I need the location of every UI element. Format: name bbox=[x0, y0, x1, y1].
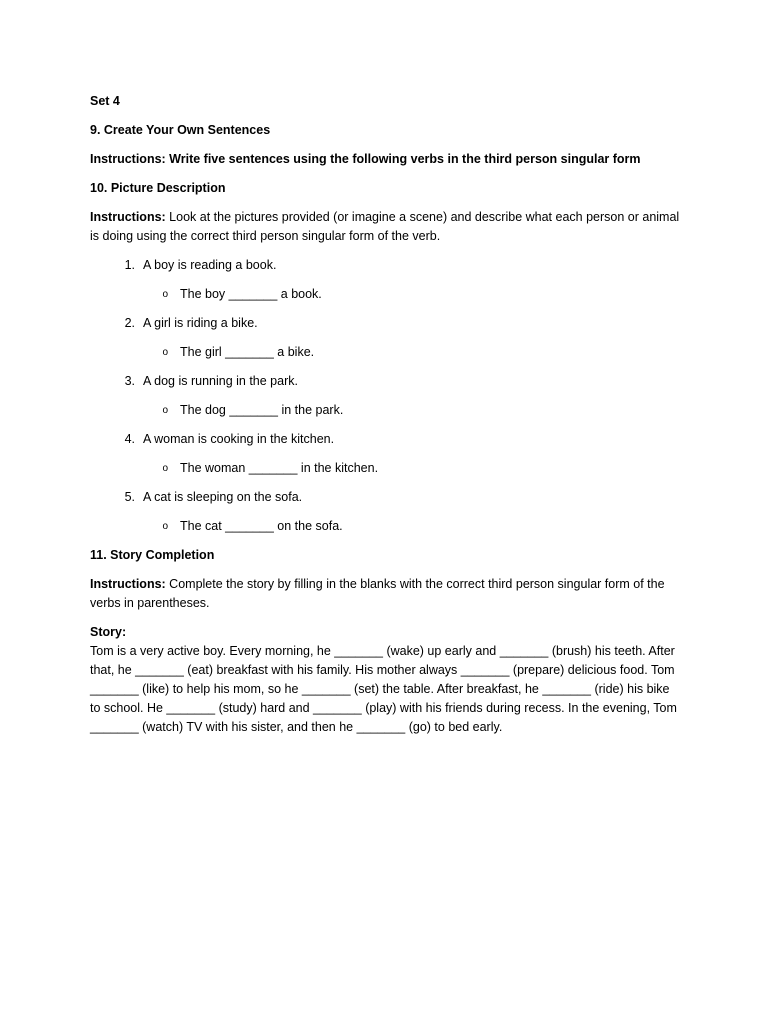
item-fill-sentence: The boy _______ a book. bbox=[180, 287, 322, 301]
item-text: A dog is running in the park. bbox=[143, 374, 298, 388]
item-number: 1. bbox=[124, 258, 135, 272]
instructions-text: Complete the story by filling in the blanks with the correct third person singular form of the verbs in parentheses. bbox=[90, 577, 665, 610]
section-11-heading: 11. Story Completion bbox=[90, 548, 215, 562]
item-text: A woman is cooking in the kitchen. bbox=[143, 432, 335, 446]
item-fill-sentence: The dog _______ in the park. bbox=[180, 403, 344, 417]
hollow-bullet-icon: o bbox=[162, 347, 168, 358]
section-9-heading: 9. Create Your Own Sentences bbox=[90, 123, 271, 137]
set-title: Set 4 bbox=[90, 94, 120, 108]
item-number: 5. bbox=[124, 490, 135, 504]
hollow-bullet-icon: o bbox=[162, 289, 168, 300]
section-10-heading: 10. Picture Description bbox=[90, 181, 226, 195]
item-fill-sentence: The woman _______ in the kitchen. bbox=[180, 461, 379, 475]
item-text: A boy is reading a book. bbox=[143, 258, 277, 272]
instructions-label: Instructions: bbox=[90, 577, 166, 591]
section-11-instructions bbox=[90, 575, 680, 613]
list-item bbox=[90, 430, 680, 478]
item-number: 2. bbox=[124, 316, 135, 330]
story-label: Story: bbox=[90, 625, 127, 639]
list-item bbox=[90, 256, 680, 304]
instructions-text: Look at the pictures provided (or imagine a scene) and describe what each person or animal is doing using the correct third person singular form of the verb. bbox=[90, 210, 680, 243]
hollow-bullet-icon: o bbox=[162, 463, 168, 474]
hollow-bullet-icon: o bbox=[162, 521, 168, 532]
item-text: A girl is riding a bike. bbox=[143, 316, 258, 330]
section-9-instructions: Instructions: Write five sentences using the following verbs in the third person singular form bbox=[90, 152, 641, 166]
instructions-label: Instructions: bbox=[90, 210, 166, 224]
story-text: Tom is a very active boy. Every morning, he _______ (wake) up early and _______ (brush) his teeth. After that, he _______ (eat) breakfast with his family. His mother always _______ (prepare) delicious food. Tom _______ (like) to help his mom, so he _______ (set) the table. After breakfast, he _______ (ride) his bike to school. He _______ (study) hard and _______ (play) with his friends during recess. In the evening, Tom _______ (watch) TV with his sister, and then he _______ (go) to bed early. bbox=[90, 644, 677, 734]
item-fill-sentence: The girl _______ a bike. bbox=[180, 345, 315, 359]
list-item bbox=[90, 314, 680, 362]
item-text: A cat is sleeping on the sofa. bbox=[143, 490, 303, 504]
item-number: 3. bbox=[124, 374, 135, 388]
item-number: 4. bbox=[124, 432, 135, 446]
list-item bbox=[90, 488, 680, 536]
list-item bbox=[90, 372, 680, 420]
section-10-instructions bbox=[90, 208, 680, 246]
picture-description-list bbox=[90, 256, 680, 536]
hollow-bullet-icon: o bbox=[162, 405, 168, 416]
item-fill-sentence: The cat _______ on the sofa. bbox=[180, 519, 343, 533]
